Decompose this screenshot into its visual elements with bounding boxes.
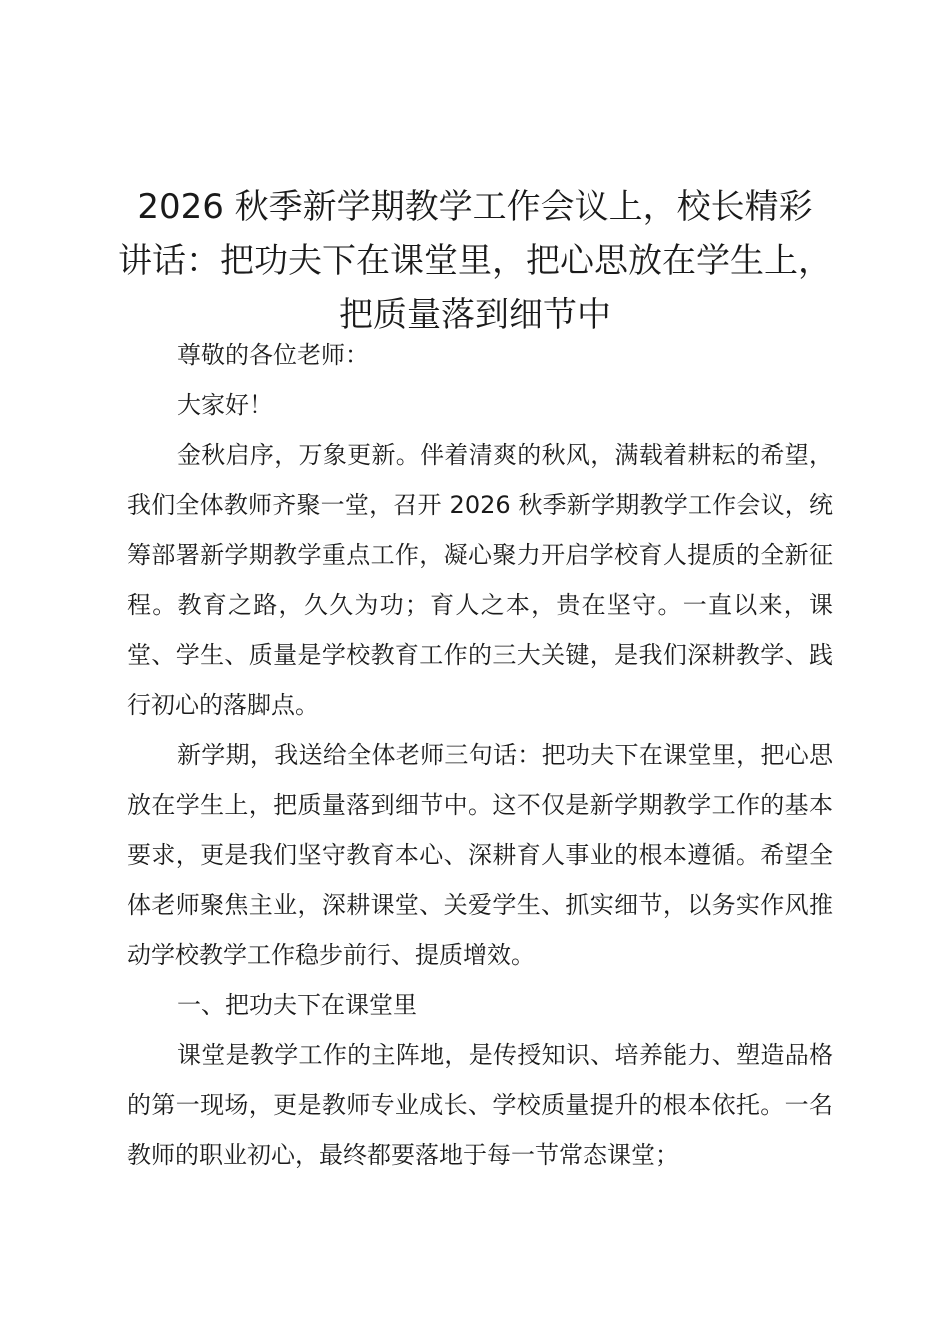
salutation: 尊敬的各位老师： [177,341,369,369]
paragraph-opening: 金秋启序，万象更新。伴着清爽的秋风，满载着耕耘的希望，我们全体教师齐聚一堂，召开 2026 秋季新学期教学工作会议，统筹部署新学期教学重点工作，凝心聚力开启学校育人提质的全新征程。教育之路，久久为功；育人之本，贵在坚守。一直以来，课堂、学生、质量是学校教育工作的三大关键，是我们深耕教学、践行初心的落脚点。 [127,441,833,719]
title-line-1: 2026 秋季新学期教学工作会议上，校长精彩 [137,187,813,227]
section-heading-1: 一、把功夫下在课堂里 [177,991,417,1019]
paragraph-classroom: 课堂是教学工作的主阵地，是传授知识、培养能力、塑造品格的第一现场，更是教师专业成长、学校质量提升的根本依托。一名教师的职业初心，最终都要落地于每一节常态课堂； [127,1041,833,1169]
title-line-2: 讲话：把功夫下在课堂里，把心思放在学生上， [118,241,832,281]
title-line-3: 把质量落到细节中 [339,295,611,335]
paragraph-three-sentences: 新学期，我送给全体老师三句话：把功夫下在课堂里，把心思放在学生上，把质量落到细节中。这不仅是新学期教学工作的基本要求，更是我们坚守教育本心、深耕育人事业的根本遵循。希望全体老师聚焦主业，深耕课堂、关爱学生、抓实细节，以务实作风推动学校教学工作稳步前行、提质增效。 [127,741,833,969]
document-title [110,180,840,342]
document-body [127,330,833,1180]
greeting: 大家好！ [177,391,273,419]
